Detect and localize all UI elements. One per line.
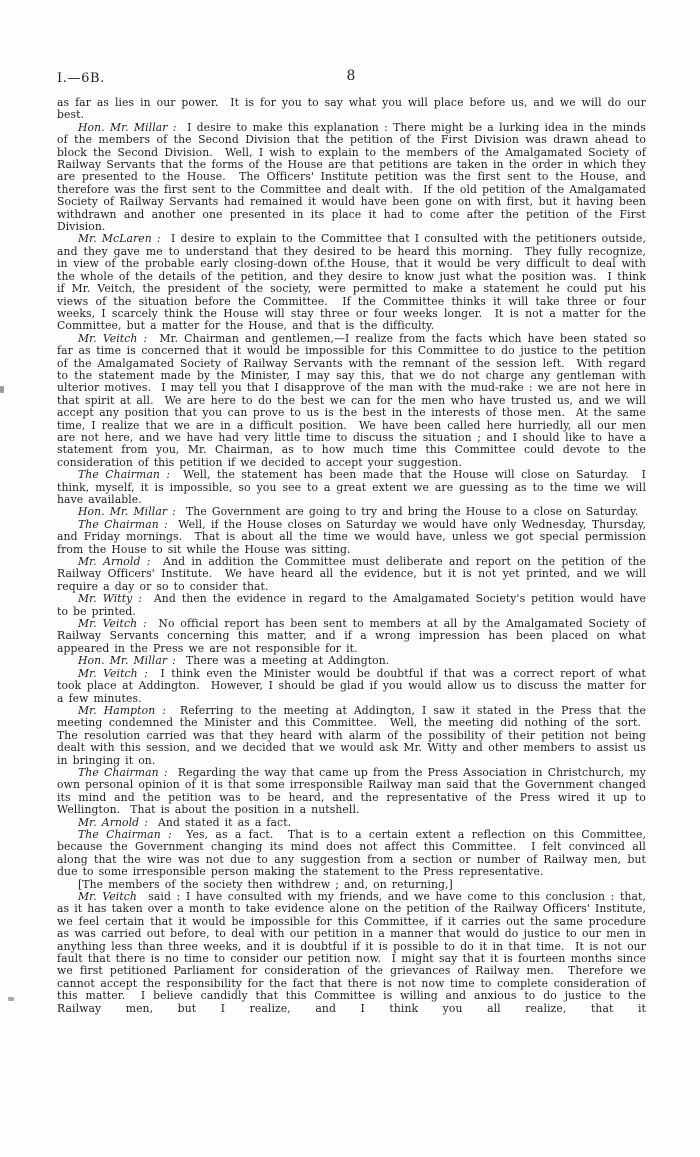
speaker-name: Hon. Mr. Millar : [78, 120, 177, 134]
paragraph: Mr. Arnold : And in addition the Committee must deliberate and report on the petition of the Railway Officers' Institute. We have heard all the evidence, but it is not yet printed, and we will require a day or so to consider that. [57, 555, 646, 593]
page-header [57, 68, 645, 89]
paragraph: The Chairman : Well, the statement has been made that the House will close on Saturday. I think, myself, it is impossible, so you see to a great extent we are guessing as to the time we will have available. [57, 468, 646, 506]
speaker-name: Mr. Arnold : [78, 555, 151, 569]
paragraph: [The members of the society then withdrew ; and, on returning,] [78, 877, 453, 891]
speaker-name: Mr. Veitch : [78, 666, 148, 680]
speaker-name: Hon. Mr. Millar : [78, 654, 176, 668]
paragraph: Hon. Mr. Millar : The Government are going to try and bring the House to a close on Saturday. [78, 505, 639, 519]
paragraph: The Chairman : Regarding the way that came up from the Press Association in Christchurch, my own personal opinion of it is that some irresponsible Railway man said that the Government changed its mind and the petition was to be heard, and the representative of the Press wired it up to Wellington. That is about the position in a nutshell. [57, 765, 646, 817]
speaker-name: Mr. Witty : [78, 592, 143, 606]
paragraph: Mr. Hampton : Referring to the meeting at Addington, I saw it stated in the Press that the meeting condemned the Minister and this Committee. Well, the meeting did nothing of the sort. The resolution carried was that they heard with alarm of the possibility of their petition not being dealt with this session, and we decided that we would ask Mr. Witty and other members to assist us in bringing it on. [57, 703, 646, 767]
paragraph: Mr. Witty : And then the evidence in regard to the Amalgamated Society's petition would have to be printed. [57, 592, 646, 618]
speaker-name: The Chairman : [78, 517, 168, 531]
paragraph: The Chairman : Well, if the House closes on Saturday we would have only Wednesday, Thursday, and Friday mornings. That is about all the time we would have, unless we got special permission from the House to sit while the House was sitting. [57, 517, 646, 556]
paragraph: Mr. Veitch : Mr. Chairman and gentlemen,—I realize from the facts which have been stated so far as time is concerned that it would be impossible for this Committee to do justice to the petition of the Amalgamated Society of Railway Servants with the remnant of the session left. With regard to the statement made by the Minister, I may say this, that we do not charge any gentleman with ulterior motives. I may tell you that I disapprove of the man with the mud-rake : we are not here in that spirit at all. We are here to do the best we can for the men who have trusted us, and we will accept any position that you can prove to us is the best in the interests of those men. At the same time, I realize that we are in a difficult position. We have been called here hurriedly, all our men are not here, and we have had very little time to discuss the situation ; and I should like to have a statement from you, Mr. Chairman, as to how much time this Committee could devote to the consideration of this petition if we decided to accept your suggestion. [57, 331, 646, 469]
speaker-name: Hon. Mr. Millar : [78, 505, 176, 519]
speaker-name: The Chairman : [78, 765, 168, 779]
speaker-name: The Chairman : [78, 468, 171, 482]
speaker-name: Mr. McLaren : [78, 232, 161, 246]
paragraph: Mr. McLaren : I desire to explain to the Committee that I consulted with the petitioners outside, and they gave me to understand that they desired to be heard this morning. They fully recognize, in view of the probable early closing-down of.the House, that it would be very difficult to deal with the whole of the details of the petition, and they desire to know just what the position was. I think if Mr. Veitch, the president of the society, were permitted to make a statement he could put his views of the situation before the Committee. If the Committee thinks it will take three or four weeks, I scarcely think the House will stay three or four weeks longer. It is not a matter for the Committee, but a matter for the House, and that is the difficulty. [57, 232, 646, 333]
speaker-name: Mr. Veitch : [78, 617, 147, 631]
paragraph: Mr. Veitch said : I have consulted with my friends, and we have come to this conclusion : that, as it has taken over a month to take evidence alone on the petition of the Railway Officers' Institute, we feel certain that it would be impossible for this Committee, if it carries out the same procedure as was carried out before, to deal with our petition in a manner that would do justice to our men in anything less than three weeks, and it is doubtful if it is possible to do it in that time. It is not our fault that there is no time to consider our petition now. I might say that it is fourteen months since we first petitioned Parliament for consideration of the grievances of Railway men. Therefore we cannot accept the responsibility for the fact that there is not now time to complete consideration of this matter. I believe candidly that this Committee is willing and anxious to do justice to the Railway men, but I realize, and I think you all realize, that it [57, 890, 646, 1015]
page-number: 8 [346, 68, 356, 84]
scan-artifact [0, 386, 4, 393]
paragraph: Mr. Veitch : I think even the Minister would be doubtful if that was a correct report of what took place at Addington. However, I should be glad if you would allow us to discuss the matter for a few minutes. [57, 666, 646, 705]
speaker-name: Mr. Veitch : [78, 331, 148, 345]
paragraph: Mr. Arnold : And stated it as a fact. [78, 815, 292, 829]
scan-artifact [8, 997, 14, 1001]
page-body [57, 97, 646, 1015]
speaker-name: Mr. Veitch [78, 890, 137, 903]
paragraph: Hon. Mr. Millar : There was a meeting at Addington. [78, 654, 390, 668]
speaker-name: Mr. Hampton : [78, 703, 167, 717]
paragraph: Mr. Veitch : No official report has been sent to members at all by the Amalgamated Society of Railway Servants concerning this matter, and if a wrong impression has been placed on what appeared in the Press we are not responsible for it. [57, 617, 646, 655]
paragraph: The Chairman : Yes, as a fact. That is to a certain extent a reflection on this Committee, because the Government changing its mind does not affect this Committee. I felt convinced all along that the wire was not due to any suggestion from a section or number of Railway men, but due to some irresponsible person making the statement to the Press representative. [57, 827, 646, 879]
paragraph: Hon. Mr. Millar : I desire to make this explanation : There might be a lurking idea in the minds of the members of the Second Division that the petition of the First Division was drawn ahead to block the Second Division. Well, I wish to explain to the members of the Amalgamated Society of Railway Servants that the forms of the House are that petitions are taken in the order in which they are presented to the House. The Officers' Institute petition was the first sent to the House, and therefore was the first sent to the Committee and dealt with. If the old petition of the Amalgamated Society of Railway Servants had remained it would have been gone on with first, but it having been withdrawn and another one presented in its place it had to come after the petition of the First Division. [57, 120, 646, 234]
document-reference: I.—6B. [57, 71, 105, 86]
speaker-name: The Chairman : [78, 827, 172, 841]
paragraph: as far as lies in our power. It is for you to say what you will place before us, and we will do our best. [57, 96, 646, 122]
speaker-name: Mr. Arnold : [78, 815, 148, 829]
